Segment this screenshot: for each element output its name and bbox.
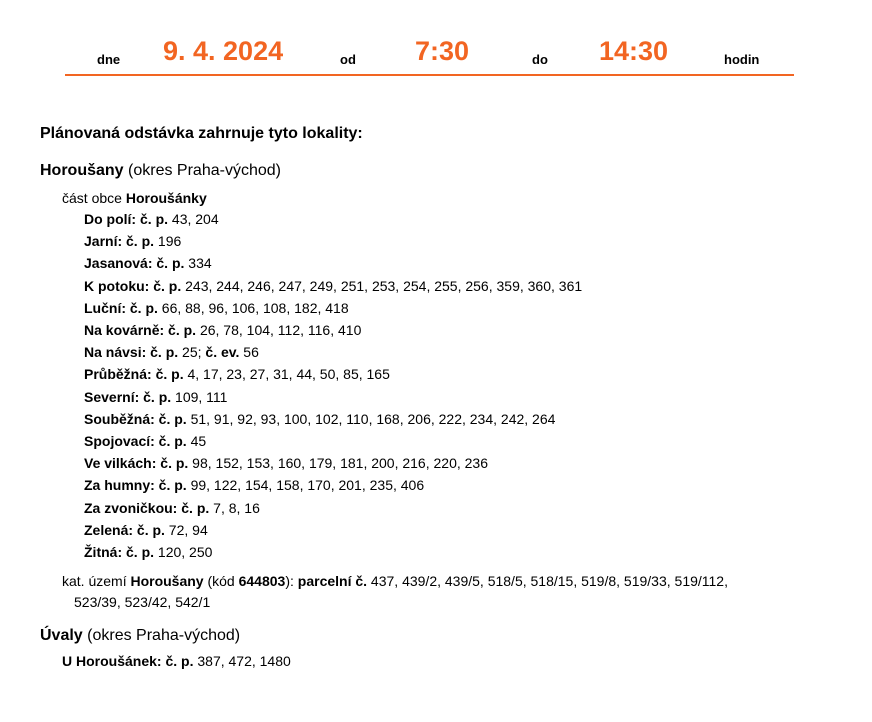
town-district: (okres Praha-východ): [123, 162, 281, 179]
street-row: [84, 432, 206, 450]
house-numbers: 43, 204: [168, 211, 219, 227]
part-prefix: část obce: [62, 190, 126, 206]
cp-label: č. p.: [161, 653, 194, 669]
house-numbers: 7, 8, 16: [209, 499, 260, 516]
house-numbers: 25;: [178, 344, 206, 361]
street-row: [84, 343, 259, 361]
outage-date: 9. 4. 2024: [163, 36, 284, 66]
cp-label: č. p.: [126, 299, 158, 316]
ev-numbers: 56: [239, 344, 259, 361]
street-name: Do polí:: [84, 211, 137, 227]
street-row: [84, 454, 488, 472]
cadastre-entry: [62, 571, 822, 613]
street-row: [84, 410, 555, 428]
cp-label: č. p.: [122, 233, 155, 250]
street-name: Na kovárně:: [84, 322, 165, 338]
town-name: Úvaly: [40, 627, 83, 644]
street-row: [84, 299, 349, 317]
house-numbers: 72, 94: [164, 521, 208, 538]
town-district: (okres Praha-východ): [82, 627, 241, 644]
od-label: od: [340, 52, 356, 67]
house-numbers: 120, 250: [154, 544, 213, 560]
cp-label: č. p.: [154, 477, 187, 494]
cadastre-name: Horoušany: [130, 573, 204, 589]
street-row: [84, 232, 181, 250]
town-horousany: [40, 162, 281, 180]
street-name: Na návsi:: [84, 344, 147, 361]
street-name: Za zvoničkou:: [84, 499, 178, 516]
outage-header: [65, 28, 794, 76]
house-numbers: 387, 472, 1480: [193, 653, 291, 669]
cp-label: č. p.: [133, 521, 165, 538]
cp-label: č. p.: [164, 322, 197, 338]
street-name: Jasanová:: [84, 255, 153, 272]
hodin-label: hodin: [724, 52, 760, 67]
street-name: Průběžná:: [84, 366, 152, 383]
parcel-numbers-2: 523/39, 523/42, 542/1: [74, 594, 211, 610]
house-numbers: 45: [186, 433, 207, 449]
do-label: do: [532, 52, 548, 67]
cadastre-code-prefix: (kód: [203, 573, 239, 589]
page-title: Plánovaná odstávka zahrnuje tyto lokality:: [40, 125, 363, 142]
street-name: Jarní:: [84, 233, 123, 250]
street-name: U Horoušánek:: [62, 653, 162, 669]
street-name: K potoku:: [84, 277, 150, 294]
cp-label: č. p.: [136, 211, 169, 227]
cp-label: č. p.: [156, 455, 189, 472]
street-name: Souběžná:: [84, 410, 155, 427]
town-name: Horoušany: [40, 162, 124, 179]
cp-label: č. p.: [139, 388, 172, 405]
street-name: Za humny:: [84, 477, 155, 494]
street-name: Žitná:: [84, 544, 123, 560]
cp-label: č. p.: [152, 255, 185, 272]
house-numbers: 99, 122, 154, 158, 170, 201, 235, 406: [186, 477, 425, 494]
cadastre-prefix: kat. území: [62, 573, 131, 589]
street-row: [84, 521, 208, 539]
dne-label: dne: [97, 52, 121, 67]
street-row: [84, 499, 260, 517]
cadastre-code: 644803: [238, 573, 286, 589]
cp-label: č. p.: [146, 344, 179, 361]
part-name: Horoušánky: [125, 190, 207, 206]
street-row: [84, 365, 390, 383]
street-name: Zelená:: [84, 521, 134, 538]
house-numbers: 334: [184, 255, 212, 272]
parcel-numbers-1: 437, 439/2, 439/5, 518/5, 518/15, 519/8, 519/33, 519/112,: [367, 573, 728, 589]
cp-label: č. p.: [122, 544, 155, 560]
parcel-label: parcelní č.: [297, 573, 368, 589]
street-name: Severní:: [84, 388, 140, 405]
house-numbers: 196: [154, 233, 182, 250]
uvaly-street: [62, 653, 291, 669]
cp-label: č. p.: [149, 277, 182, 294]
street-row: [84, 388, 227, 406]
municipality-part: [62, 190, 207, 206]
cp-label: č. p.: [154, 433, 187, 449]
house-numbers: 4, 17, 23, 27, 31, 44, 50, 85, 165: [183, 366, 390, 383]
cp-label: č. p.: [151, 366, 184, 383]
time-from: 7:30: [415, 36, 470, 66]
cadastre-code-suffix: ):: [285, 573, 298, 589]
cp-label: č. p.: [177, 499, 210, 516]
street-name: Ve vilkách:: [84, 455, 157, 472]
cp-label: č. p.: [154, 410, 187, 427]
street-name: Luční:: [84, 299, 126, 316]
house-numbers: 26, 78, 104, 112, 116, 410: [196, 322, 362, 338]
street-row: [84, 254, 212, 272]
house-numbers: 109, 111: [171, 388, 228, 405]
town-uvaly: [40, 627, 240, 645]
street-row: [84, 543, 212, 561]
house-numbers: 51, 91, 92, 93, 100, 102, 110, 168, 206, 222, 234, 242, 264: [186, 410, 556, 427]
street-row: [84, 476, 424, 494]
street-row: [84, 321, 361, 339]
street-row: [84, 210, 219, 228]
house-numbers: 98, 152, 153, 160, 179, 181, 200, 216, 220, 236: [188, 455, 488, 472]
ev-label: č. ev.: [205, 344, 240, 361]
house-numbers: 243, 244, 246, 247, 249, 251, 253, 254, 255, 256, 359, 360, 361: [181, 277, 583, 294]
time-to: 14:30: [599, 36, 669, 66]
street-row: [84, 277, 582, 295]
house-numbers: 66, 88, 96, 106, 108, 182, 418: [157, 299, 349, 316]
street-name: Spojovací:: [84, 433, 155, 449]
